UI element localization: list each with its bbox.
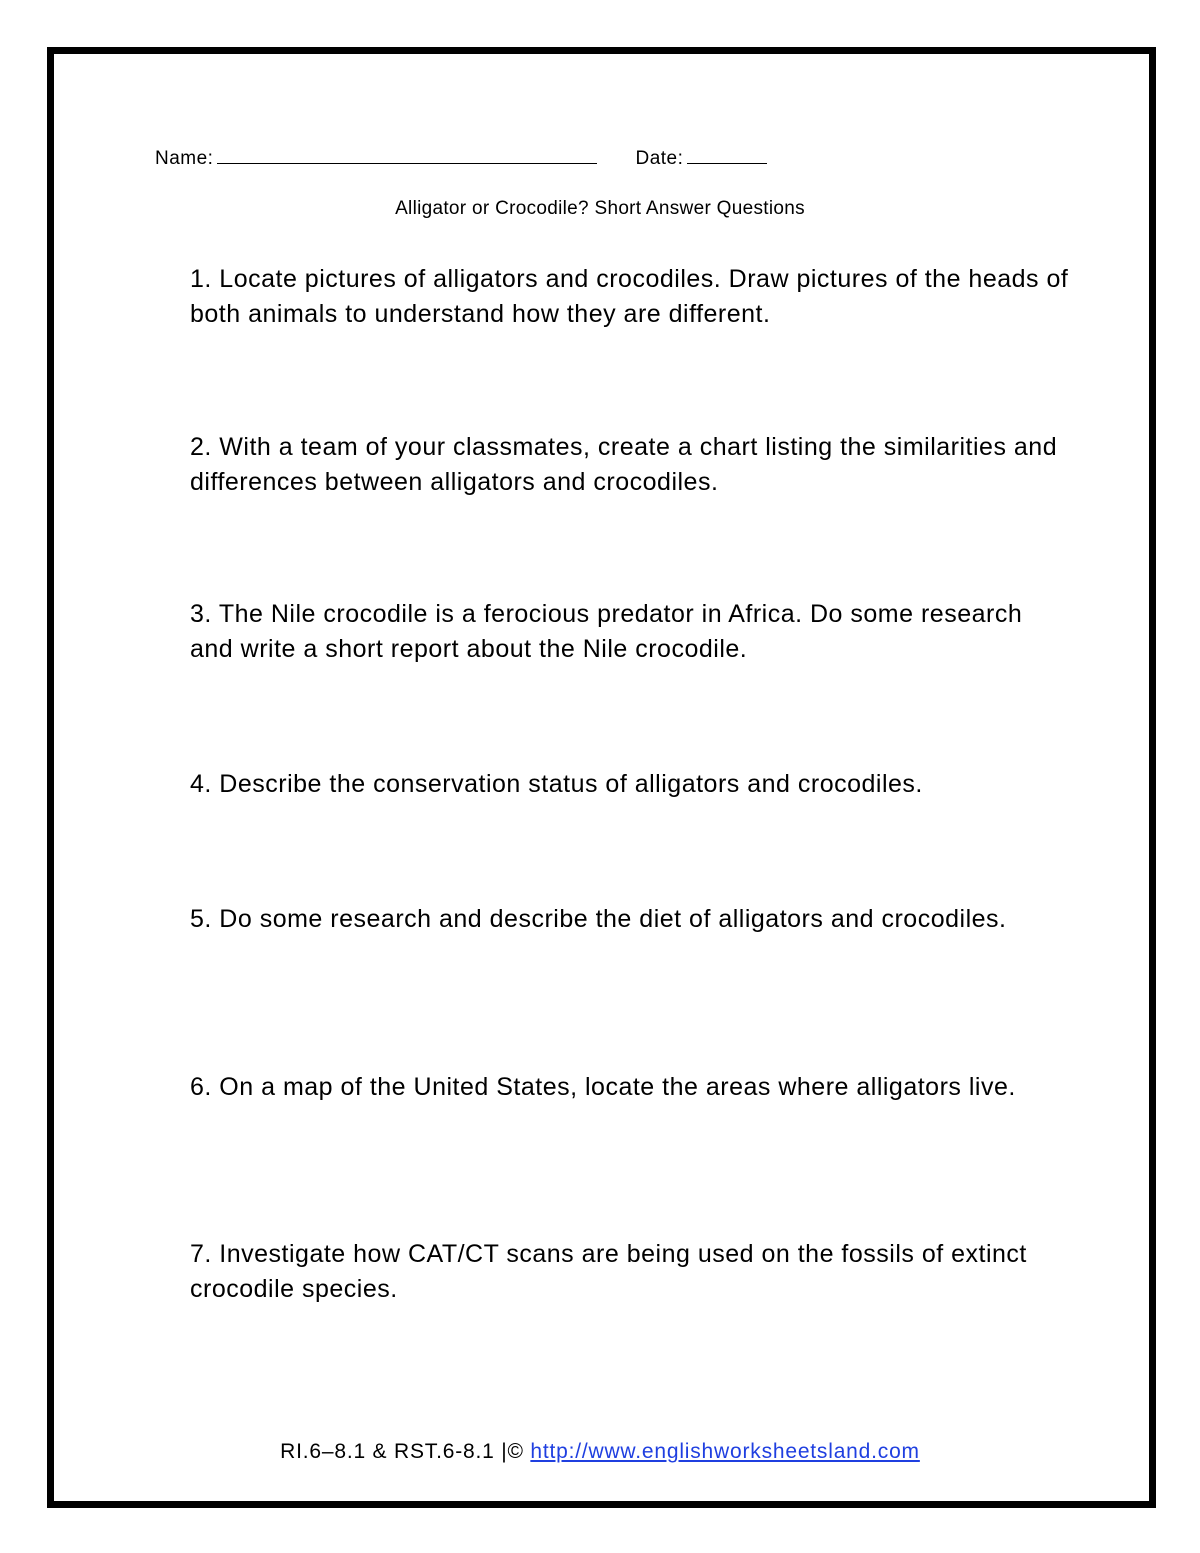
question-2: 2. With a team of your classmates, create a chart listing the similarities and differences between alligators and crocodiles. xyxy=(190,433,1058,496)
worksheet-title: Alligator or Crocodile? Short Answer Questions xyxy=(395,198,805,219)
question-5: 5. Do some research and describe the diet of alligators and crocodiles. xyxy=(190,905,1007,933)
date-label: Date: xyxy=(635,148,684,169)
student-info-row xyxy=(155,143,767,170)
question-6: 6. On a map of the United States, locate the areas where alligators live. xyxy=(190,1073,1016,1101)
question-7: 7. Investigate how CAT/CT scans are being used on the fossils of extinct crocodile species. xyxy=(190,1240,1027,1303)
question-1: 1. Locate pictures of alligators and crocodiles. Draw pictures of the heads of both animals to understand how they are different. xyxy=(190,265,1069,328)
date-blank-line xyxy=(687,143,767,164)
footer-standards: RI.6–8.1 & RST.6-8.1 |© xyxy=(280,1440,531,1463)
name-label: Name: xyxy=(155,148,214,169)
question-3: 3. The Nile crocodile is a ferocious predator in Africa. Do some research and write a short report about the Nile crocodile. xyxy=(190,600,1023,663)
name-blank-line xyxy=(217,143,597,164)
footer xyxy=(0,1440,1200,1464)
website-link[interactable]: http://www.englishworksheetsland.com xyxy=(530,1440,920,1463)
question-4: 4. Describe the conservation status of alligators and crocodiles. xyxy=(190,770,923,798)
